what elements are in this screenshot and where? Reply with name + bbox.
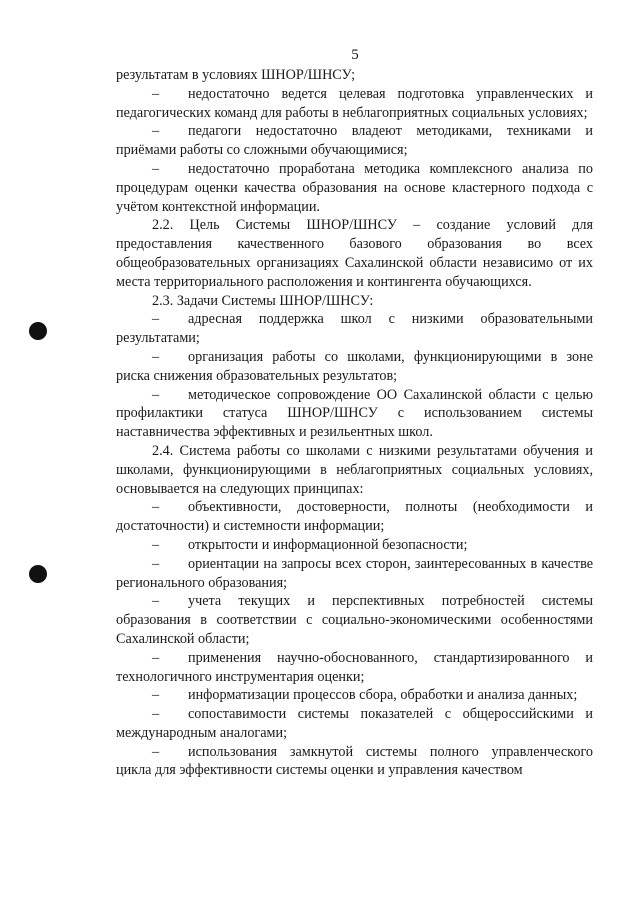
list-item: – ориентации на запросы всех сторон, заинтересованных в качестве регионального образования; bbox=[116, 555, 593, 591]
list-item: – использования замкнутой системы полного управленческого цикла для эффективности системы оценки и управления качеством bbox=[116, 743, 593, 779]
dash-marker: – bbox=[152, 593, 160, 610]
list-item: – недостаточно проработана методика комплексного анализа по процедурам оценки качества образования на основе кластерного подхода с учётом контекстной информации. bbox=[116, 160, 593, 215]
document-body bbox=[116, 66, 593, 780]
punch-hole-top bbox=[29, 322, 47, 340]
dash-marker: – bbox=[152, 85, 160, 102]
dash-marker: – bbox=[152, 687, 160, 704]
dash-marker: – bbox=[152, 649, 160, 666]
dash-marker: – bbox=[152, 743, 160, 760]
section-2-4-paragraph: 2.4. Система работы со школами с низкими результатами обучения и школами, функционирующими в неблагоприятных социальных условиях, основывается на следующих принципах: bbox=[116, 442, 593, 497]
list-item: – адресная поддержка школ с низкими образовательными результатами; bbox=[116, 311, 593, 347]
list-item: – учета текущих и перспективных потребностей системы образования в соответствии с социально-экономическими особенностями Сахалинской области; bbox=[116, 593, 593, 647]
page-number: 5 bbox=[351, 47, 359, 63]
section-2-3-heading: 2.3. Задачи Системы ШНОР/ШНСУ: bbox=[152, 292, 374, 309]
list-item: – информатизации процессов сбора, обработки и анализа данных; bbox=[152, 687, 578, 704]
dash-marker: – bbox=[152, 160, 160, 177]
dash-marker: – bbox=[152, 555, 160, 572]
dash-marker: – bbox=[152, 386, 160, 403]
list-item: – недостаточно ведется целевая подготовка управленческих и педагогических команд для работы в неблагоприятных социальных условиях; bbox=[116, 85, 593, 121]
list-item: – сопоставимости системы показателей с общероссийскими и международным аналогами; bbox=[116, 706, 593, 741]
section-2-2-paragraph: 2.2. Цель Системы ШНОР/ШНСУ – создание условий для предоставления качественного базового образования во всех общеобразовательных организациях Сахалинской области независимо от их места территориального расположения и контингента обучающихся. bbox=[116, 217, 593, 290]
dash-marker: – bbox=[152, 499, 160, 516]
dash-marker: – bbox=[152, 311, 160, 328]
dash-marker: – bbox=[152, 348, 160, 365]
list-item: – применения научно-обоснованного, стандартизированного и технологичного инструментария оценки; bbox=[116, 649, 593, 685]
list-item: – объективности, достоверности, полноты (необходимости и достаточности) и системности информации; bbox=[116, 499, 593, 535]
list-item: – методическое сопровождение ОО Сахалинской области с целью профилактики статуса ШНОР/ШНСУ с использованием системы наставничества эффективных и резильентных школ. bbox=[116, 386, 593, 441]
list-item: – педагоги недостаточно владеют методиками, техниками и приёмами работы со сложными обучающимися; bbox=[116, 123, 593, 159]
punch-hole-bottom bbox=[29, 565, 47, 583]
list-item: – организация работы со школами, функционирующими в зоне риска снижения образовательных результатов; bbox=[116, 348, 593, 384]
dash-marker: – bbox=[152, 123, 160, 140]
dash-marker: – bbox=[152, 706, 160, 723]
list-item: – открытости и информационной безопасности; bbox=[152, 536, 468, 553]
dash-marker: – bbox=[152, 536, 160, 553]
paragraph-continuation: результатам в условиях ШНОР/ШНСУ; bbox=[116, 67, 356, 83]
